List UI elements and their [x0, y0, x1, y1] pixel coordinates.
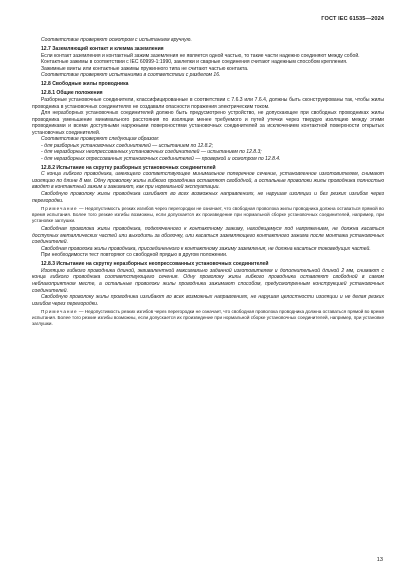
section-heading: 12.8.2 Испытание на скрутку разборных установочных соединителей	[41, 164, 216, 171]
page-number: 13	[376, 557, 383, 563]
paragraph: Изоляцию гибкого проводника длиной, эквивалентной максимально заданной изготовителем и дополнительной длиной 2 мм, снимают с конца гибкого проводника соответствующего сечения. Одну проволоку жилы гибкого проводника оставляют свободной в самом неблагоприятном месте, а остальные проволоки жилы проводника зажимают способом, предусмотренным конструкцией установочных соединителей.	[32, 267, 384, 294]
paragraph: Для неразборных установочных соединителей должно быть предусмотрено устройство, не допускающее при свободных проводниках жилы проводника уменьшение минимального расстояния по изоляции менее требуемого и путей утечки через твердую изоляцию между этими проводниками и всеми доступными наружными поверхностями установочных соединителей за исключением контактной поверхности открытых установочных соединителей.	[32, 110, 384, 136]
paragraph: Свободную проволоку жилы проводника изгибают во всех возможных направлениях, не нарушая изоляции и без резких изгибов через перегородки.	[32, 191, 384, 204]
paragraph: - для неразборных неопрессованных установочных соединителей — испытанием по 12.8.3;	[41, 149, 262, 156]
paragraph: - для неразборных опрессованных установочных соединителей — проверкой и осмотром по 12.8.4.	[41, 155, 281, 162]
note-paragraph	[32, 206, 384, 224]
paragraph: Если контакт заземления и контактный зажим заземления не является одной частью, то такие части надежно соединяют между собой.	[41, 52, 360, 59]
paragraph: Соответствие проверяют осмотром с испытанием вручную.	[41, 37, 192, 43]
section-heading: 12.8.1 Общие положения	[41, 90, 103, 97]
standard-header: ГОСТ IEC 61535—2024	[321, 16, 384, 22]
paragraph: Зажимные винты или контактные зажимы пружинного типа не считают частью контакта.	[41, 65, 249, 72]
note-text: — Недопустимость резких изгибов через перегородки не означает, что свободная проволока проводника должна оставаться прямой во время испытания. Более того резкие изгибы возможны, если допускается их произведение при нормальной сборке установочных соединителей, например, при установке заглушки.	[32, 308, 384, 326]
paragraph: Свободная проволока жилы проводника, подключенного к контактному зажиму, находящемуся под напряжением, не должна касаться доступных металлических частей или выходить за оболочку, или касаться заземляющего контактного зажима после монтажа установочных соединителей.	[32, 226, 384, 246]
note-label: Примечание	[41, 205, 78, 211]
paragraph: Разборные установочные соединители, классифицированные в соответствии с 7.6.3 или 7.6.4, должны быть сконструированы так, чтобы жилы проводника в установочных соединителях не создавали опасности поражения электрическим током.	[32, 96, 384, 110]
paragraph: Контактные зажимы в соответствии с IEC 60999-1:1990, заклепки и сварные соединения считают надежным способом крепления.	[41, 59, 348, 66]
paragraph: При необходимости тест повторяют со свободной прядью в другом положении.	[41, 252, 228, 259]
note-label: Примечание	[41, 308, 78, 314]
note-paragraph	[32, 309, 384, 327]
paragraph: Свободная проволока жилы проводника, присоединенного к контактному зажиму заземления, не должна касаться токоведущих частей.	[41, 245, 371, 252]
paragraph: - для разборных установочных соединителей — испытанием по 12.8.2;	[41, 142, 214, 149]
note-text: — Недопустимость резких изгибов через перегородки не означает, что свободная проволока жилы проводника должна оставаться прямой во время испытания. Более того резкие изгибы возможны, если допускается их произведение при нормальной сборке установочных соединителей, например, при установке заглушки.	[32, 205, 384, 223]
section-heading: 12.8.3 Испытание на скрутку неразборных неопрессованных установочных соединителей	[41, 261, 269, 268]
paragraph: Соответствие проверяют испытаниями в соответствии с разделом 16.	[41, 72, 221, 79]
paragraph: Соответствие проверяют следующим образом:	[41, 136, 160, 143]
paragraph: Свободную проволоку жилы проводника изгибают во всех возможных направлениях, не нарушая целостности изоляции и не делая резких изгибов через перегородки.	[32, 294, 384, 307]
section-heading: 12.8 Свободные жилы проводника	[41, 81, 129, 88]
document-body	[32, 37, 384, 327]
section-heading: 12.7 Заземляющий контакт и клемма заземления	[41, 46, 164, 53]
paragraph: С конца гибкого проводника, имеющего соответствующее минимальное поперечное сечение, установленное изготовителем, снимают изоляцию по длине 8 мм. Одну проволоку жилы гибкого проводника оставляют свободной, а остальные проволоки жилы проводника полностью вводят в контактный зажим и зажимают, как при нормальной эксплуатации.	[32, 171, 384, 191]
